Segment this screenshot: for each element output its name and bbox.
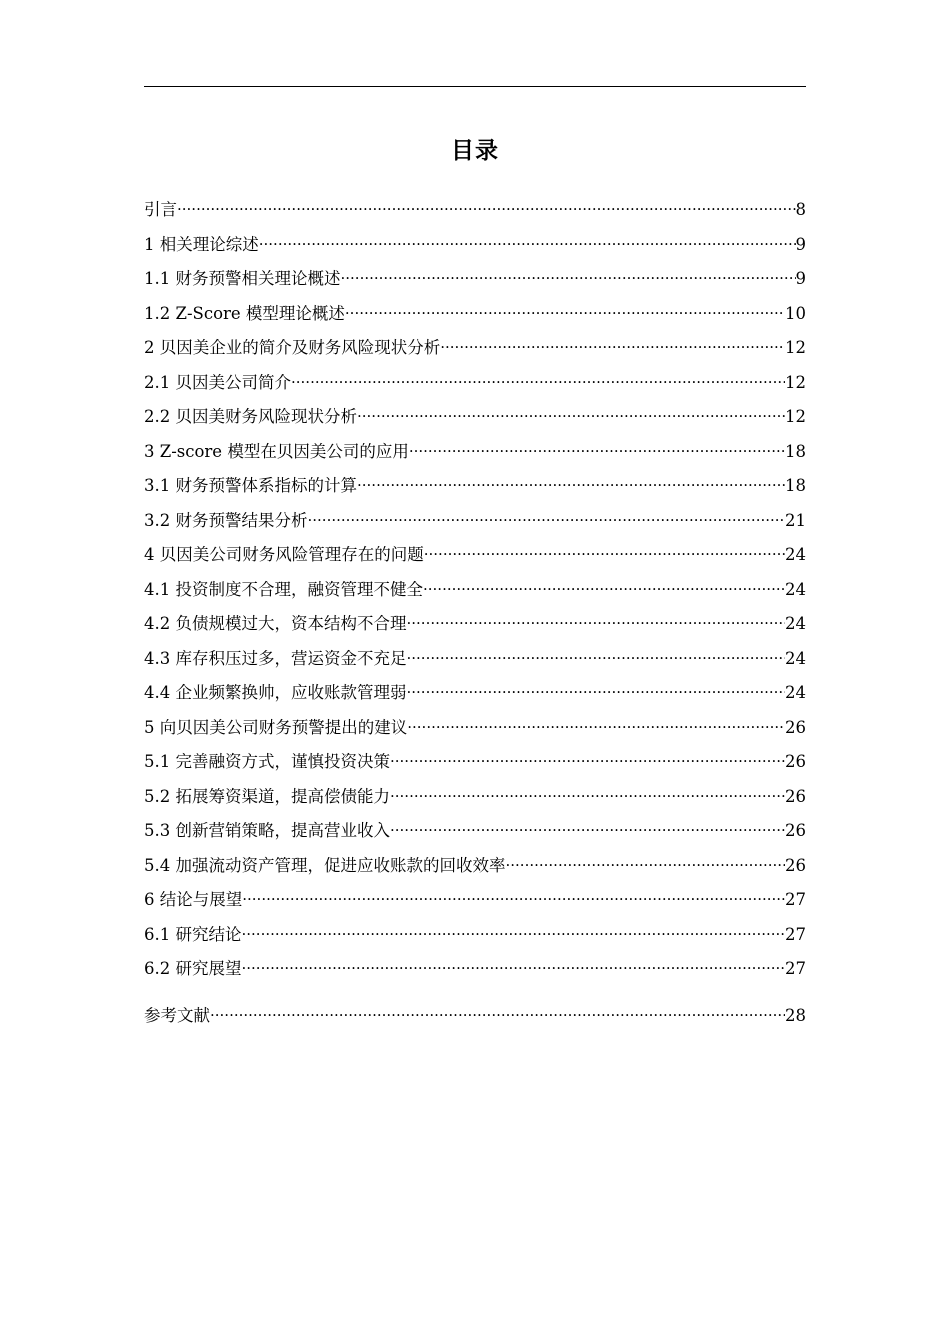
toc-entry-text: 参考文献: [144, 1005, 210, 1025]
toc-dot-leader: [242, 910, 786, 940]
toc-entry-page: 18: [785, 476, 806, 495]
toc-dot-leader: [242, 875, 785, 905]
toc-dot-leader: [357, 461, 785, 491]
toc-entry-text: 2 贝因美企业的简介及财务风险现状分析: [144, 338, 441, 357]
toc-entry-page: 12: [785, 407, 806, 426]
toc-entry-text: 4 贝因美公司财务风险管理存在的问题: [144, 545, 424, 564]
toc-entry-text: 6 结论与展望: [144, 890, 243, 909]
toc-entry-page: 27: [785, 924, 806, 944]
toc-dot-leader: [440, 323, 785, 353]
toc-entry[interactable]: [144, 875, 806, 910]
toc-entry-text: 1.1 财务预警相关理论概述: [144, 269, 341, 288]
toc-entry-page: 26: [785, 786, 806, 806]
toc-entry-text: 6.2 研究展望: [144, 959, 242, 978]
toc-entry-page: 26: [785, 752, 806, 771]
toc-entry-text: 6.1 研究结论: [144, 924, 242, 944]
toc-entry-page: 12: [785, 338, 806, 357]
toc-entry-references[interactable]: [144, 991, 806, 1026]
toc-entry-text: 5 向贝因美公司财务预警提出的建议: [144, 717, 408, 737]
toc-entry[interactable]: [144, 944, 806, 979]
toc-dot-leader: [177, 185, 796, 215]
toc-entry-text: 4.3 库存积压过多，营运资金不充足: [144, 648, 407, 668]
toc-entry-page: 26: [785, 821, 806, 840]
toc-dot-leader: [409, 427, 785, 457]
toc-entry-page: 24: [785, 683, 806, 702]
toc-entry-text: 1 相关理论综述: [144, 234, 259, 254]
toc-entry-page: 24: [785, 545, 806, 564]
toc-entry-page: 27: [785, 890, 806, 909]
toc-dot-leader: [345, 289, 785, 319]
toc-dot-leader: [357, 392, 785, 422]
toc-entry-text: 5.3 创新营销策略，提高营业收入: [144, 821, 390, 840]
toc-entry-text: 5.1 完善融资方式，谨慎投资决策: [144, 752, 390, 771]
toc-dot-leader: [506, 841, 786, 871]
toc-entry[interactable]: [144, 185, 806, 220]
toc-entry-page: 18: [785, 441, 806, 461]
toc-entry-page: 24: [785, 614, 806, 633]
toc-entry-text: 3.1 财务预警体系指标的计算: [144, 476, 357, 495]
toc-entry-page: 21: [785, 510, 806, 530]
header-rule: [144, 86, 806, 87]
toc-entry-page: 26: [785, 855, 806, 875]
toc-dot-leader: [390, 737, 785, 767]
toc-dot-leader: [407, 703, 785, 733]
toc-entry-page: 28: [785, 1005, 806, 1025]
toc-dot-leader: [407, 599, 786, 629]
toc-entry-page: 12: [785, 372, 806, 392]
toc-dot-leader: [210, 991, 785, 1021]
toc-entry-text: 1.2 Z-Score 模型理论概述: [144, 303, 345, 323]
toc-dot-leader: [407, 668, 786, 698]
toc-entry[interactable]: [144, 220, 806, 255]
toc-dot-leader: [424, 530, 785, 560]
toc-entry-page: 9: [795, 269, 806, 288]
toc-entry-page: 24: [785, 648, 806, 668]
toc-entry-page: 26: [785, 717, 806, 737]
toc-title: 目录: [451, 138, 499, 164]
toc-entry-page: 27: [785, 959, 806, 978]
toc-entry-page: 9: [795, 234, 806, 254]
toc-dot-leader: [308, 496, 786, 526]
toc-entry-page: 8: [795, 200, 806, 219]
toc-dot-leader: [341, 254, 796, 284]
toc-list: [144, 185, 806, 1025]
toc-entry-text: 4.1 投资制度不合理，融资管理不健全: [144, 579, 423, 599]
toc-dot-leader: [407, 634, 786, 664]
toc-entry-text: 5.2 拓展筹资渠道，提高偿债能力: [144, 786, 390, 806]
toc-entry-text: 4.4 企业频繁换帅，应收账款管理弱: [144, 683, 407, 702]
toc-entry-text: 2.2 贝因美财务风险现状分析: [144, 407, 357, 426]
toc-dot-leader: [242, 944, 786, 974]
toc-entry-page: 10: [785, 303, 806, 323]
toc-entry-text: 引言: [144, 200, 177, 219]
toc-entry-text: 3 Z-score 模型在贝因美公司的应用: [144, 441, 409, 461]
toc-dot-leader: [259, 220, 796, 250]
toc-dot-leader: [390, 772, 785, 802]
toc-entry-text: 2.1 贝因美公司简介: [144, 372, 291, 392]
toc-entry-text: 4.2 负债规模过大，资本结构不合理: [144, 614, 407, 633]
toc-entry[interactable]: [144, 910, 806, 945]
toc-dot-leader: [423, 565, 785, 595]
toc-entry-page: 24: [785, 579, 806, 599]
toc-dot-leader: [291, 358, 785, 388]
toc-dot-leader: [390, 806, 785, 836]
toc-entry-text: 3.2 财务预警结果分析: [144, 510, 308, 530]
toc-entry-text: 5.4 加强流动资产管理，促进应收账款的回收效率: [144, 855, 506, 875]
